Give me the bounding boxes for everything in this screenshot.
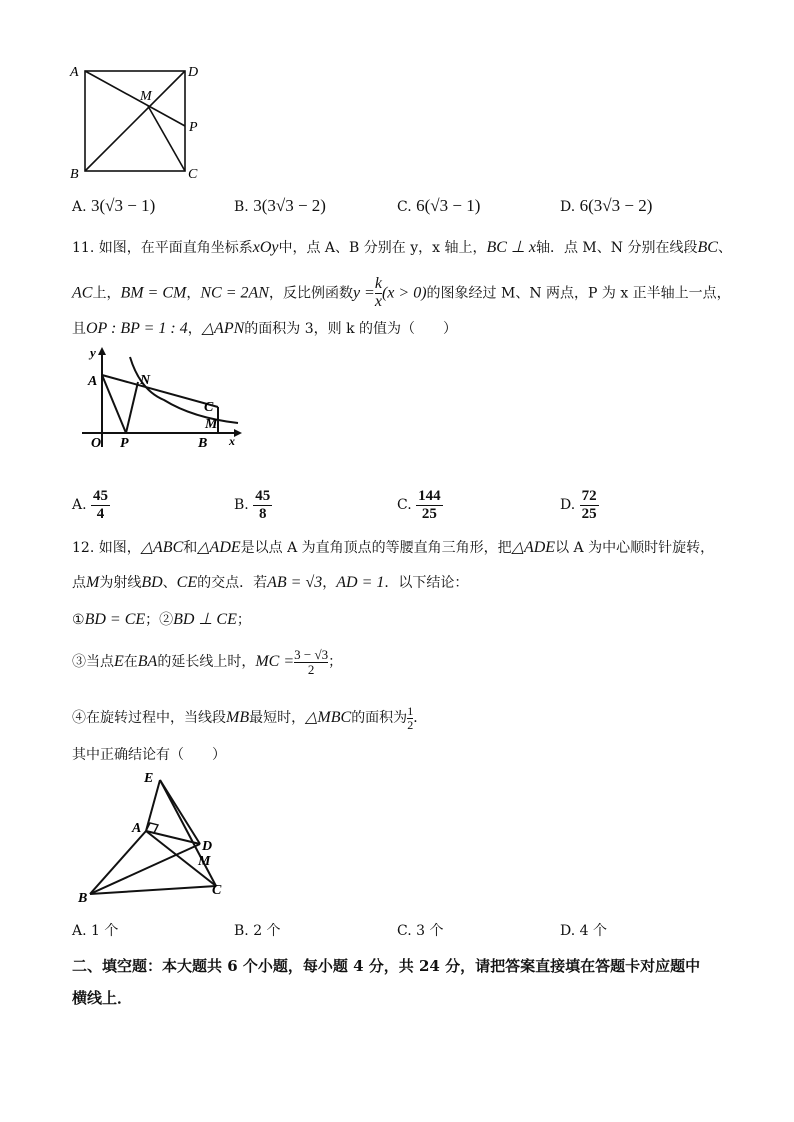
label-A: A: [132, 821, 142, 836]
label-C: C: [204, 400, 214, 415]
q10-option-c[interactable]: C. 6(√3 − 1): [397, 196, 481, 215]
figure-square: [64, 58, 214, 183]
label-x: x: [229, 434, 235, 448]
q12-prompt: 其中正确结论有（ ）: [72, 747, 226, 763]
q11-option-a[interactable]: A. $\frac{45}{4}$: [72, 488, 109, 522]
q10-option-a[interactable]: A. 3(√3 − 1): [72, 196, 156, 215]
q12-option-c[interactable]: C. 3 个: [397, 923, 444, 939]
section-heading: 二、填空题：本大题共 6 个小题，每小题 4 分，共 24 分，请把答案直接填在答题卡对应题中: [72, 957, 701, 975]
q12-line-1: 12. 如图，△ABC和△ADE是以点 A 为直角顶点的等腰直角三角形，把△ADE以 A 为中心顺时针旋转，: [72, 539, 715, 556]
q12-conclusion-4: ④在旋转过程中，当线段MB最短时，△MBC的面积为 $\frac{1}{2}$ ．: [72, 704, 428, 732]
q11-option-b[interactable]: B. $\frac{45}{8}$: [234, 488, 271, 522]
label-B: B: [78, 891, 88, 906]
label-P: P: [120, 436, 129, 450]
label-B: B: [70, 167, 79, 182]
q12-option-a[interactable]: A. 1 个: [72, 923, 119, 939]
figure-coordinate: [78, 345, 248, 450]
label-B: B: [198, 436, 208, 450]
label-O: O: [91, 436, 102, 450]
label-N: N: [140, 373, 151, 388]
q11-line-1: 11. 如图，在平面直角坐标系xOy中，点 A、B 分别在 y，x 轴上，BC ⊥ x轴．点 M、N 分别在线段BC、: [72, 239, 732, 256]
label-P: P: [189, 120, 198, 135]
q11-line-2: AC上，BM = CM，NC = 2AN，反比例函数y = $\frac{k}{x}$ (x > 0)的图象经过 M、N 两点，P 为 x 正半轴上一点，: [72, 275, 731, 310]
q12-option-b[interactable]: B. 2 个: [234, 923, 281, 939]
q12-conclusion-3: ③当点E在BA的延长线上时，MC = $\frac{3 - √3}{2}$ ；: [72, 647, 343, 677]
q12-conclusion-1-2: ①BD = CE；②BD ⊥ CE；: [72, 611, 251, 628]
label-M: M: [198, 854, 211, 869]
label-A: A: [88, 374, 98, 389]
section-heading-cont: 横线上．: [72, 989, 133, 1007]
q11-option-c[interactable]: C. $\frac{144}{25}$: [397, 488, 441, 522]
q10-option-d[interactable]: D. 6(3√3 − 2): [560, 196, 653, 215]
label-C: C: [212, 883, 222, 898]
q12-option-d[interactable]: D. 4 个: [560, 923, 607, 939]
label-M: M: [140, 89, 152, 104]
q10-option-b[interactable]: B. 3(3√3 − 2): [234, 196, 326, 215]
label-C: C: [188, 167, 198, 182]
q12-line-2: 点M为射线BD、CE的交点．若AB = √3，AD = 1．以下结论：: [72, 574, 469, 591]
label-y: y: [90, 345, 96, 360]
label-A: A: [70, 65, 79, 80]
q11-option-d[interactable]: D. $\frac{72}{25}$: [560, 488, 597, 522]
label-E: E: [144, 771, 154, 786]
q11-line-3: 且OP : BP = 1 : 4，△APN的面积为 3，则 k 的值为（ ）: [72, 320, 458, 337]
label-D: D: [202, 839, 213, 854]
figure-triangles: [74, 768, 244, 908]
label-D: D: [188, 65, 199, 80]
label-M: M: [205, 417, 218, 432]
